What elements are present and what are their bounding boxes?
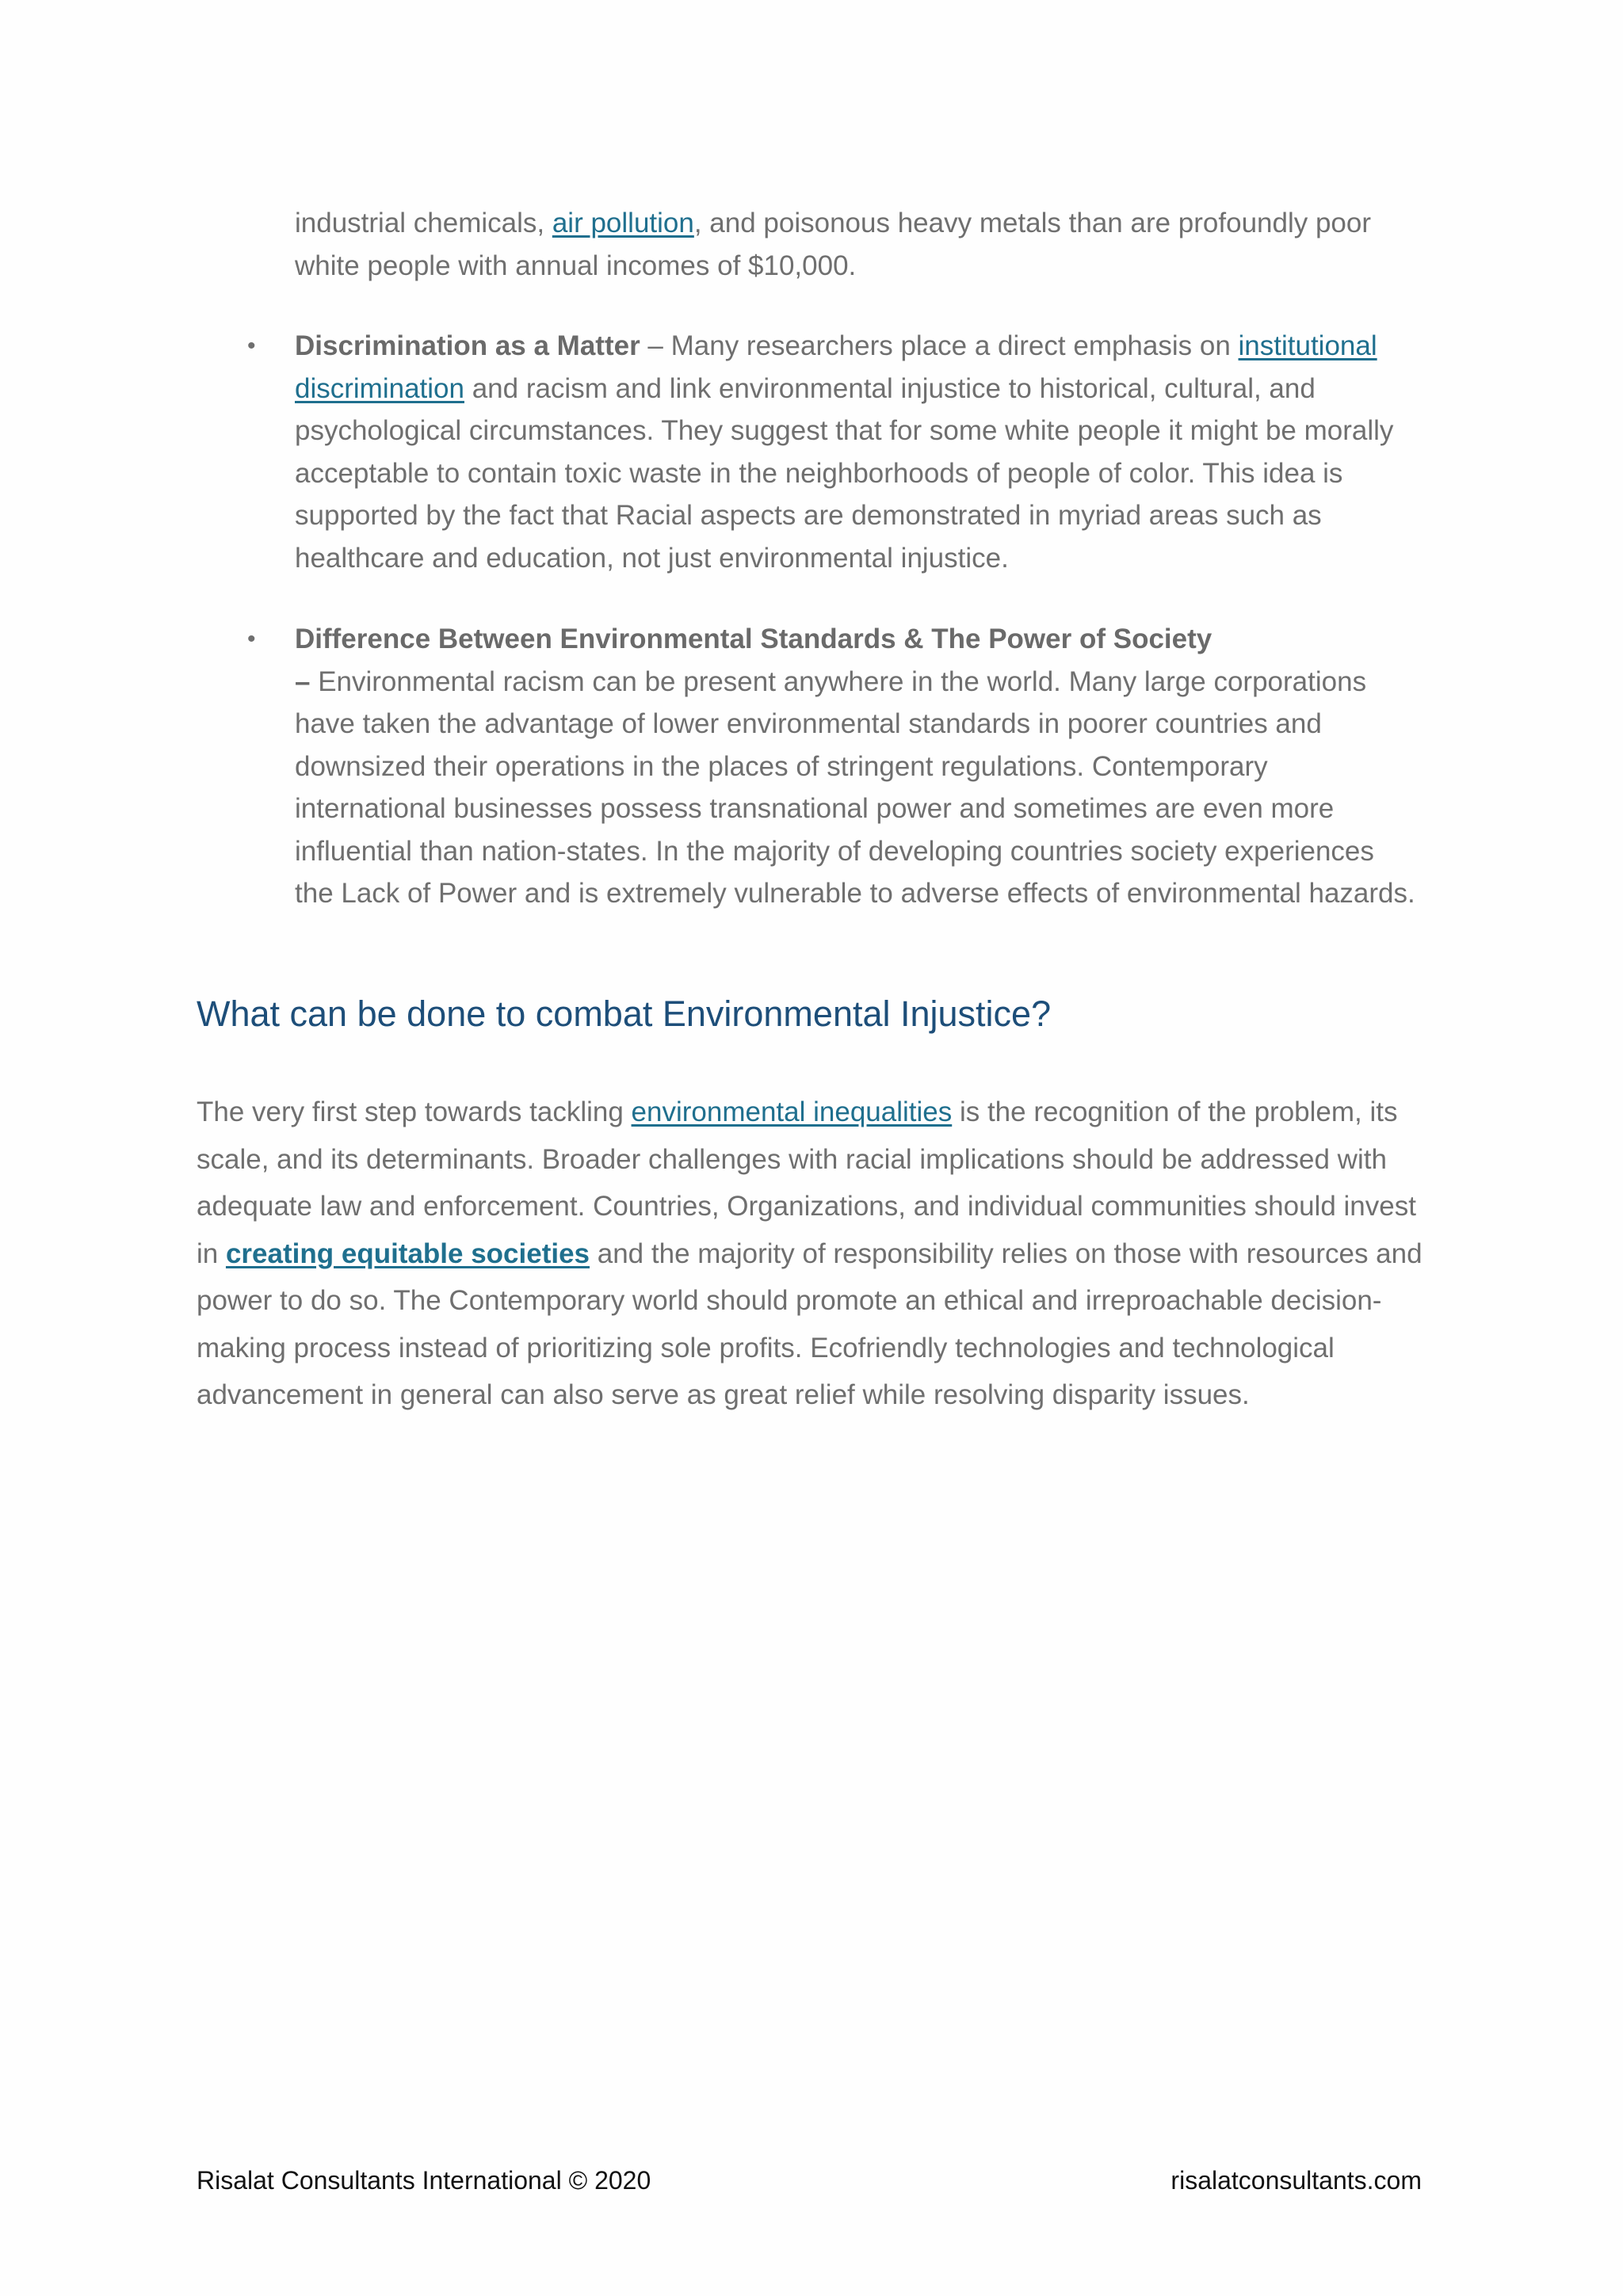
footer-copyright: Risalat Consultants International © 2020 <box>197 2166 651 2195</box>
bullet-text-start: Many researchers place a direct emphasis on <box>670 330 1239 361</box>
continuation-text-end: , and poisonous heavy metals than are profoundly poor white people with annual incomes of $10,000. <box>295 208 1372 281</box>
continuation-text-start: industrial chemicals, <box>295 208 552 238</box>
section-paragraph <box>197 1089 1433 1419</box>
air-pollution-link[interactable]: air pollution <box>552 208 694 238</box>
paragraph-text-part1: The very first step towards tackling <box>197 1097 632 1127</box>
bullet-discrimination <box>247 325 1420 579</box>
footer-website: risalatconsultants.com <box>1170 2166 1422 2195</box>
section-heading: What can be done to combat Environmental Injustice? <box>197 994 1052 1034</box>
bullet-title: Difference Between Environmental Standards & The Power of Society <box>295 624 1212 654</box>
paragraph-text-part2: is the recognition of the problem, its scale, and its determinants. Broader challenges with racial implications should be addressed with adequate law and enforcement. Countries, Organizations, and individual communities should invest in <box>197 1097 1416 1269</box>
bullet-marker: • <box>247 333 256 359</box>
bullet-title: Discrimination as a Matter <box>295 330 640 361</box>
bullet-dash: – <box>295 666 311 697</box>
paragraph-text-part3: and the majority of responsibility relies on those with resources and power to do so. The Contemporary world should promote an ethical and irreproachable decision-making process instead of prioritizing sole profits. Ecofriendly technologies and technological advancement in general can also serve as great relief while resolving disparity issues. <box>197 1238 1423 1410</box>
creating-equitable-societies-link[interactable]: creating equitable societies <box>225 1238 590 1269</box>
institutional-discrimination-link[interactable]: institutional discrimination <box>295 330 1377 404</box>
bullet-dash: – <box>640 330 671 361</box>
environmental-inequalities-link[interactable]: environmental inequalities <box>631 1097 953 1127</box>
bullet-continuation <box>295 202 1420 287</box>
bullet-standards-power <box>247 618 1420 915</box>
bullet-text: Environmental racism can be present anywhere in the world. Many large corporations have taken the advantage of lower environmental standards in poorer countries and downsized their operations in the places of stringent regulations. Contemporary international businesses possess transnational power and sometimes are even more influential than nation-states. In the majority of developing countries society experiences the Lack of Power and is extremely vulnerable to adverse effects of environmental hazards. <box>295 666 1415 909</box>
bullet-marker: • <box>247 626 256 652</box>
bullet-text-end: and racism and link environmental injustice to historical, cultural, and psychological circumstances. They suggest that for some white people it might be morally acceptable to contain toxic waste in the neighborhoods of people of color. This idea is supported by the fact that Racial aspects are demonstrated in myriad areas such as healthcare and education, not just environmental injustice. <box>295 372 1394 574</box>
